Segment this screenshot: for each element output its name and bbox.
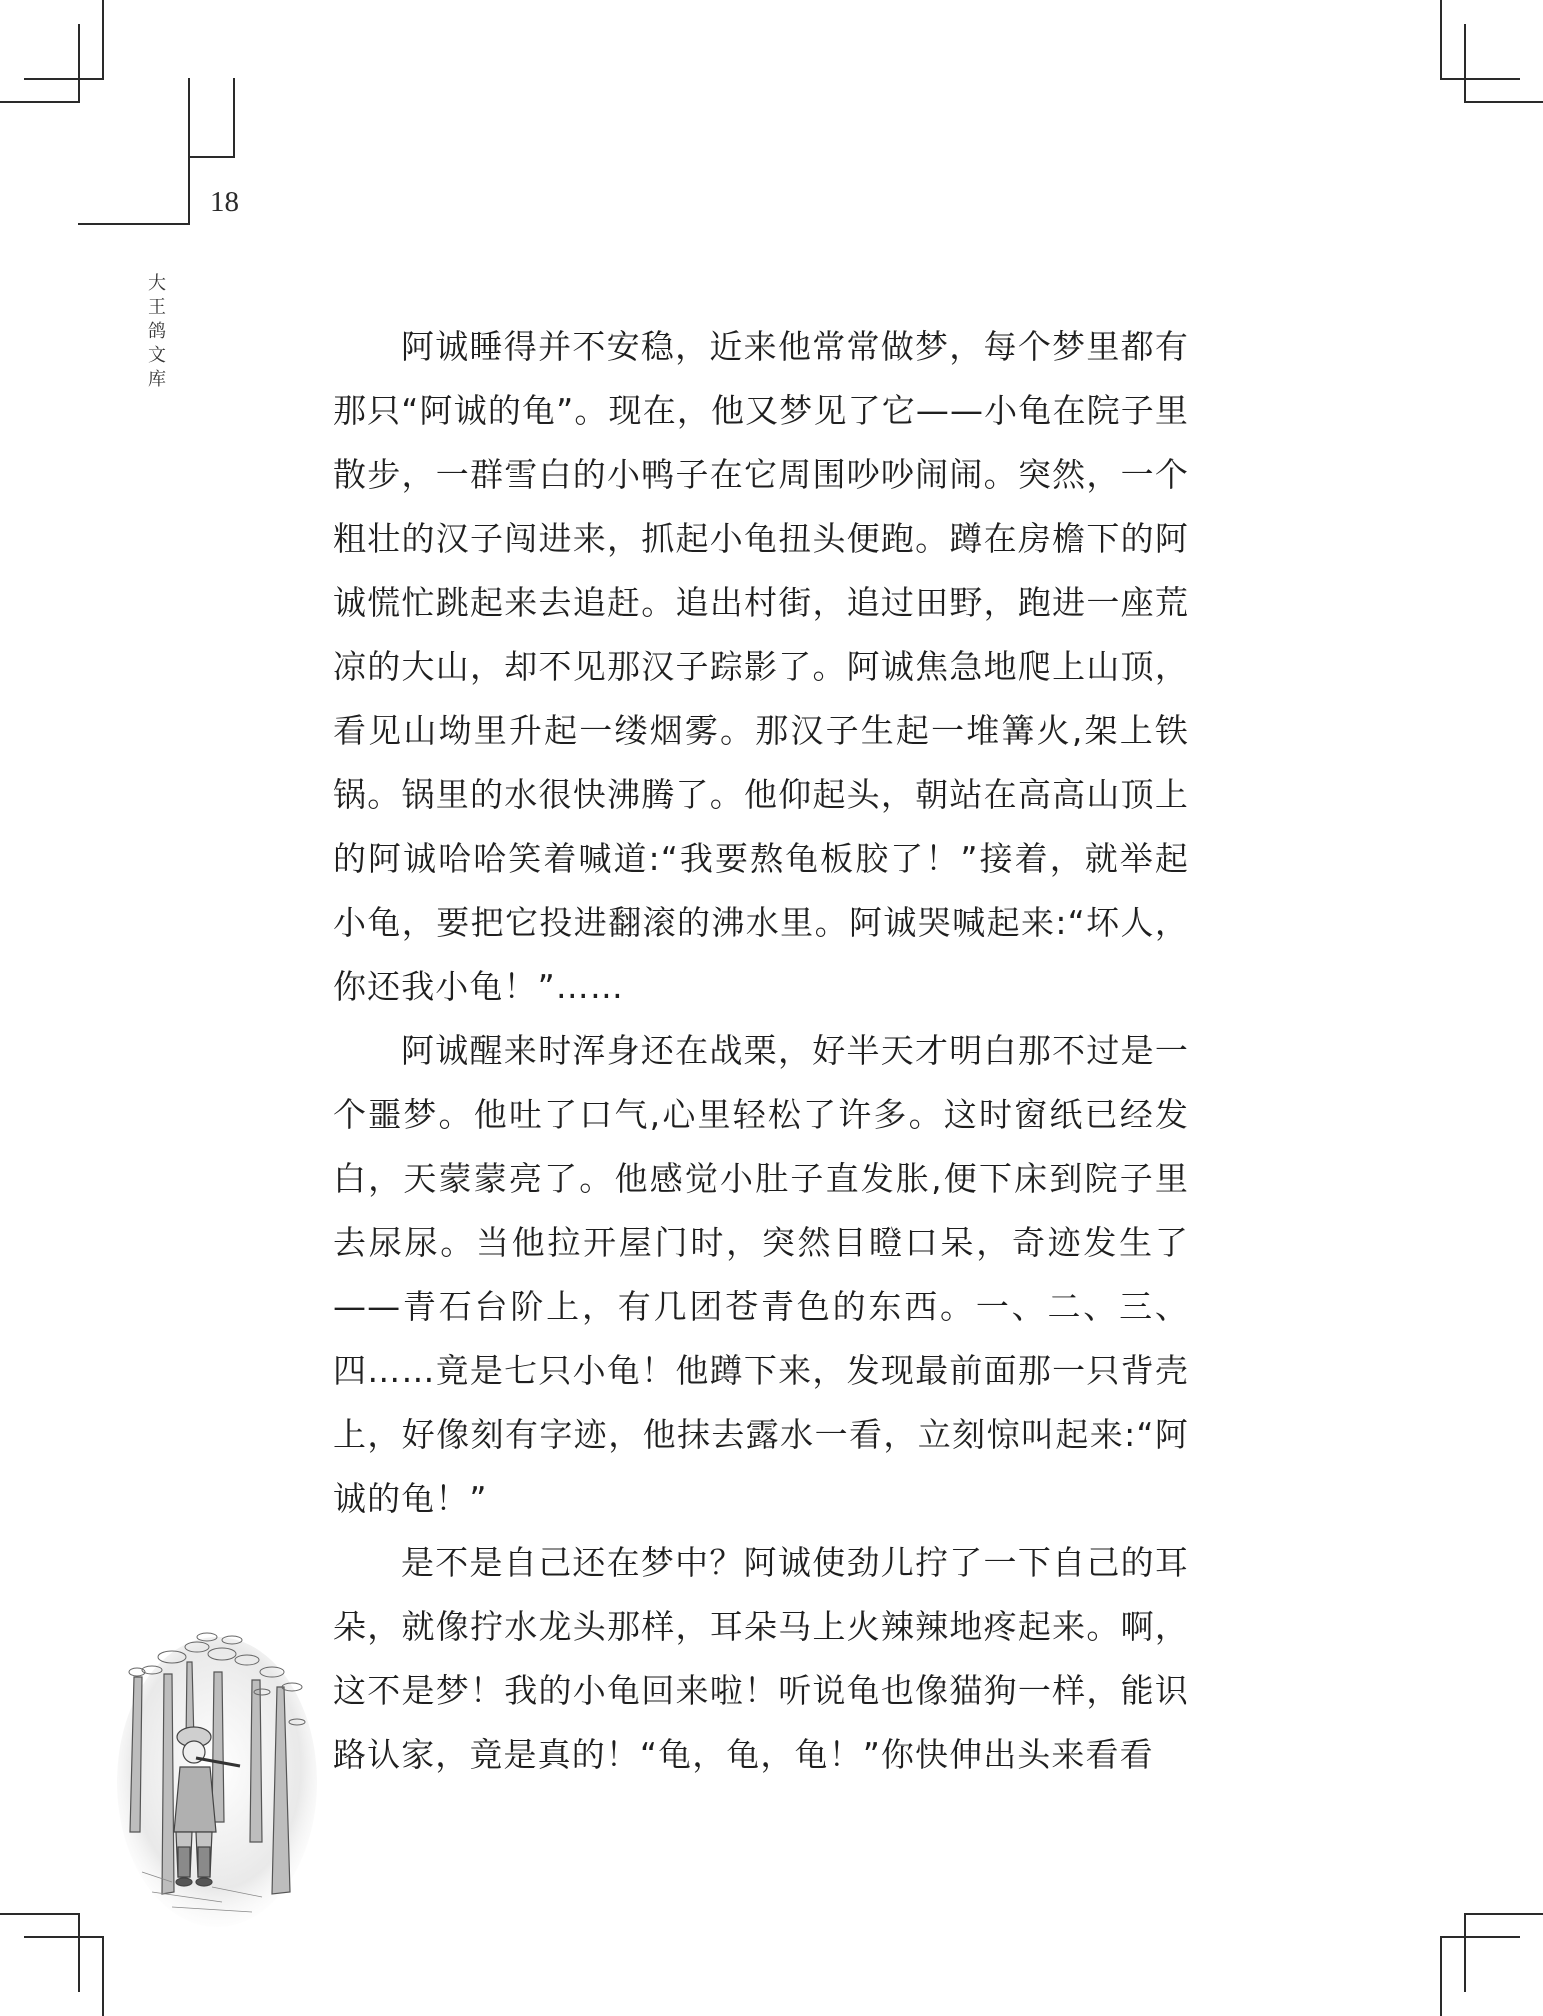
series-title-char: 大 [148,273,166,294]
page-number: 18 [210,186,239,218]
series-title-char: 文 [148,345,166,366]
crop-mark-top-right-v2 [1464,24,1466,103]
crop-mark-bottom-left-h1 [0,1913,80,1915]
crop-mark-bottom-left-v2 [102,1936,104,2016]
paragraph: 阿诚睡得并不安稳，近来他常常做梦，每个梦里都有那只“阿诚的龟”。现在，他又梦见了它——小龟在院子里散步，一群雪白的小鸭子在它周围吵吵闹闹。突然，一个粗壮的汉子闯进来，抓起小龟扭头便跑。蹲在房檐下的阿诚慌忙跳起来去追赶。追出村街，追过田野，跑进一座荒凉的大山，却不见那汉子踪影了。阿诚焦急地爬上山顶，看见山坳里升起一缕烟雾。那汉子生起一堆篝火,架上铁锅。锅里的水很快沸腾了。他仰起头，朝站在高高山顶上的阿诚哈哈笑着喊道:“我要熬龟板胶了！”接着，就举起小龟，要把它投进翻滚的沸水里。阿诚哭喊起来:“坏人，你还我小龟！”…… [333,327,1189,1006]
series-title-char: 库 [148,369,166,390]
header-rule-h2 [78,223,190,225]
header-rule-h1 [188,156,235,158]
header-rule-v1 [188,78,190,225]
series-title [146,272,168,392]
paragraph: 阿诚醒来时浑身还在战栗，好半天才明白那不过是一个噩梦。他吐了口气,心里轻松了许多。这时窗纸已经发白，天蒙蒙亮了。他感觉小肚子直发胀,便下床到院子里去尿尿。当他拉开屋门时，突然目瞪口呆，奇迹发生了——青石台阶上，有几团苍青色的东西。一、二、三、四……竟是七只小龟！他蹲下来，发现最前面那一只背壳上，好像刻有字迹，他抹去露水一看，立刻惊叫起来:“阿诚的龟！” [333,1031,1189,1518]
paragraph: 是不是自己还在梦中？阿诚使劲儿拧了一下自己的耳朵，就像拧水龙头那样，耳朵马上火辣辣地疼起来。啊，这不是梦！我的小龟回来啦！听说龟也像猫狗一样，能识路认家，竟是真的！“龟，龟，龟！”你快伸出头来看看 [333,1543,1189,1774]
crop-mark-top-right-h2 [1464,101,1543,103]
header-rule-v2 [233,78,235,158]
crop-mark-top-left-h2 [0,101,80,103]
crop-mark-top-left-v2 [78,24,80,103]
crop-mark-top-right-h1 [1440,78,1520,80]
crop-mark-top-right-v1 [1440,0,1442,79]
crop-mark-bottom-left-v1 [78,1913,80,1992]
series-title-char: 鸽 [148,321,166,342]
crop-mark-bottom-right-h1 [1464,1913,1543,1915]
crop-mark-bottom-right-v2 [1440,1936,1442,2016]
body-text [333,315,1189,1787]
crop-mark-top-left-v1 [102,0,104,78]
crop-mark-bottom-right-h2 [1440,1936,1520,1938]
series-title-char: 王 [148,297,166,318]
crop-mark-bottom-right-v1 [1464,1913,1466,1992]
forest-sketch-icon [112,1632,322,1928]
crop-mark-top-left-h1 [24,78,104,80]
crop-mark-bottom-left-h2 [24,1936,104,1938]
illustration-boy-flute-forest [112,1632,322,1928]
